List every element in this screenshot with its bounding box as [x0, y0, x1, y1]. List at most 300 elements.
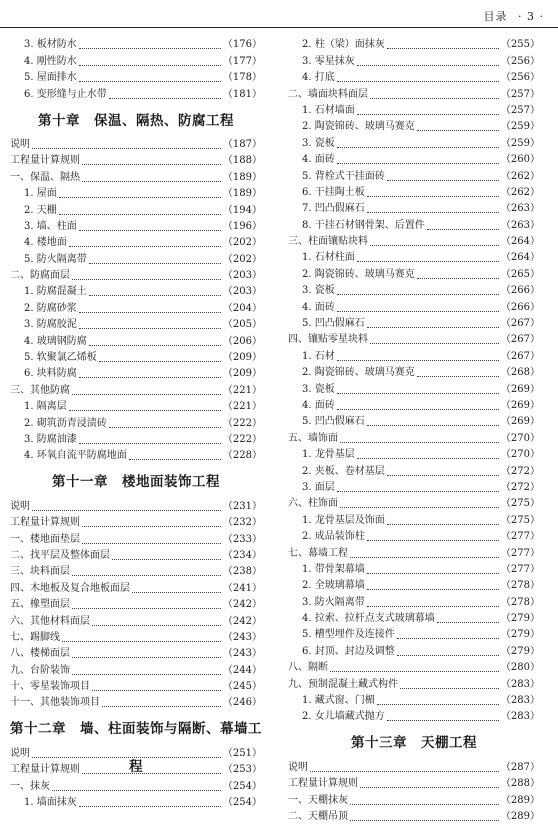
- toc-entry[interactable]: [288, 544, 540, 560]
- toc-entry[interactable]: [10, 530, 262, 546]
- leader-dots: [337, 162, 499, 164]
- chapter-title: 天棚工程: [421, 735, 477, 752]
- toc-entry-label: 十一、其他装饰项目: [10, 697, 100, 709]
- chapter-heading: [10, 102, 262, 136]
- leader-dots: [367, 424, 499, 426]
- toc-entry-label: 7. 凹凸假麻石: [302, 203, 365, 215]
- toc-entry[interactable]: [288, 791, 540, 807]
- toc-entry-page: （251）: [222, 747, 262, 759]
- toc-entry-page: （177）: [222, 55, 262, 67]
- toc-left-column: [10, 36, 262, 810]
- toc-entry-page: （204）: [222, 302, 262, 314]
- leader-dots: [82, 542, 221, 544]
- toc-entry-label: 2. 全玻璃幕墙: [302, 580, 365, 592]
- toc-entry-label: 四、木地板及复合地板面层: [10, 582, 130, 594]
- toc-entry[interactable]: [10, 661, 262, 677]
- toc-entry-label: 八、楼梯面层: [10, 648, 70, 660]
- toc-entry-label: 九、台阶装饰: [10, 664, 70, 676]
- leader-dots: [367, 195, 499, 197]
- leader-dots: [69, 245, 221, 247]
- toc-entry-label: 1. 石材柱面: [302, 252, 355, 264]
- toc-entry[interactable]: [10, 69, 262, 85]
- toc-entry[interactable]: [288, 708, 540, 724]
- toc-entry[interactable]: [10, 381, 262, 397]
- toc-entry-page: （206）: [222, 335, 262, 347]
- toc-entry-label: 3. 防腐油漆: [24, 433, 77, 445]
- leader-dots: [82, 772, 221, 774]
- leader-dots: [367, 326, 499, 328]
- toc-entry-page: （283）: [500, 678, 540, 690]
- toc-entry[interactable]: [288, 200, 540, 216]
- toc-entry-label: 5. 软聚氯乙烯板: [24, 352, 97, 364]
- toc-entry-label: 2. 成品装饰柱: [302, 531, 365, 543]
- toc-entry[interactable]: [10, 365, 262, 381]
- toc-entry[interactable]: [288, 102, 540, 118]
- toc-entry[interactable]: [288, 511, 540, 527]
- toc-entry-page: （268）: [500, 367, 540, 379]
- toc-entry[interactable]: [10, 645, 262, 661]
- toc-entry-label: 1. 防腐混凝土: [24, 286, 87, 298]
- toc-entry[interactable]: [288, 808, 540, 824]
- toc-entry-label: 3. 瓷板: [302, 285, 335, 297]
- leader-dots: [350, 803, 499, 805]
- toc-entry[interactable]: [10, 694, 262, 710]
- toc-entry-page: （221）: [222, 401, 262, 413]
- toc-entry-page: （269）: [500, 416, 540, 428]
- leader-dots: [82, 525, 221, 527]
- leader-dots: [417, 375, 499, 377]
- toc-entry-label: 4. 环氧自流平防腐地面: [24, 450, 127, 462]
- leader-dots: [62, 640, 221, 642]
- toc-entry-label: 6. 封顶、封边及调整: [302, 645, 395, 657]
- leader-dots: [387, 474, 499, 476]
- toc-entry-label: 1. 带骨架幕墙: [302, 563, 365, 575]
- header-rule: [0, 27, 558, 28]
- toc-entry-page: （269）: [500, 399, 540, 411]
- toc-entry-label: 6. 干挂陶土板: [302, 186, 365, 198]
- leader-dots: [387, 179, 499, 181]
- page-header: [478, 8, 545, 24]
- toc-entry-label: 三、块料面层: [10, 566, 70, 578]
- toc-entry-page: （265）: [500, 268, 540, 280]
- toc-entry-label: 3. 防火隔离带: [302, 596, 365, 608]
- toc-entry-page: （263）: [500, 219, 540, 231]
- toc-entry-label: 5. 凹凸假麻石: [302, 416, 365, 428]
- leader-dots: [337, 146, 499, 148]
- toc-entry-label: 4. 拉索、拉杆点支式玻璃幕墙: [302, 613, 435, 625]
- leader-dots: [72, 393, 221, 395]
- toc-entry-page: （263）: [500, 203, 540, 215]
- toc-entry[interactable]: [10, 250, 262, 266]
- toc-entry[interactable]: [288, 52, 540, 68]
- toc-entry-label: 2. 陶瓷锦砖、玻璃马赛克: [302, 367, 415, 379]
- toc-entry-label: 说明: [288, 761, 308, 773]
- toc-entry-page: （243）: [222, 631, 262, 643]
- toc-entry-label: 4. 面砖: [302, 399, 335, 411]
- toc-entry[interactable]: [10, 514, 262, 530]
- toc-entry-page: （289）: [500, 794, 540, 806]
- toc-entry-page: （254）: [222, 797, 262, 809]
- toc-entry[interactable]: [288, 446, 540, 462]
- toc-entry[interactable]: [10, 579, 262, 595]
- toc-entry-page: （275）: [500, 514, 540, 526]
- toc-entry[interactable]: [288, 577, 540, 593]
- leader-dots: [79, 327, 221, 329]
- toc-entry[interactable]: [10, 678, 262, 694]
- toc-entry[interactable]: [10, 218, 262, 234]
- toc-entry-label: 二、墙面块料面层: [288, 88, 368, 100]
- toc-entry-page: （242）: [222, 599, 262, 611]
- toc-entry-label: 九、预制混凝土藏式构件: [288, 678, 398, 690]
- toc-entry-label: 1. 墙面抹灰: [24, 797, 77, 809]
- toc-entry-page: （257）: [500, 88, 540, 100]
- header-page-number: · 3 ·: [518, 10, 544, 23]
- toc-entry-label: 一、抹灰: [10, 780, 50, 792]
- toc-entry[interactable]: [10, 267, 262, 283]
- toc-entry[interactable]: [10, 332, 262, 348]
- leader-dots: [397, 637, 499, 639]
- toc-entry-page: （260）: [500, 154, 540, 166]
- toc-entry-label: 1. 龙骨基层及饰面: [302, 514, 385, 526]
- toc-entry[interactable]: [288, 265, 540, 281]
- toc-entry[interactable]: [288, 593, 540, 609]
- toc-entry-label: 4. 玻璃钢防腐: [24, 335, 87, 347]
- chapter-number: 第十二章: [10, 721, 66, 738]
- leader-dots: [340, 506, 499, 508]
- toc-entry-page: （267）: [500, 318, 540, 330]
- toc-entry[interactable]: [10, 283, 262, 299]
- leader-dots: [132, 591, 221, 593]
- toc-entry-page: （277）: [500, 531, 540, 543]
- leader-dots: [32, 509, 221, 511]
- toc-entry-page: （288）: [500, 778, 540, 790]
- toc-entry-page: （233）: [222, 533, 262, 545]
- toc-entry-label: 二、防腐面层: [10, 270, 70, 282]
- toc-entry-label: 2. 女儿墙藏式抛方: [302, 711, 385, 723]
- toc-entry[interactable]: [288, 380, 540, 396]
- toc-entry-page: （256）: [500, 72, 540, 84]
- toc-entry-page: （202）: [222, 237, 262, 249]
- toc-entry[interactable]: [10, 36, 262, 52]
- toc-entry-label: 说明: [10, 747, 30, 759]
- toc-entry-page: （272）: [500, 465, 540, 477]
- toc-entry-label: 3. 瓷板: [302, 137, 335, 149]
- toc-entry[interactable]: [10, 201, 262, 217]
- toc-entry[interactable]: [288, 184, 540, 200]
- toc-entry-page: （267）: [500, 350, 540, 362]
- toc-entry[interactable]: [288, 134, 540, 150]
- toc-entry[interactable]: [10, 612, 262, 628]
- toc-entry-page: （221）: [222, 384, 262, 396]
- leader-dots: [109, 97, 221, 99]
- toc-entry-page: （189）: [222, 171, 262, 183]
- leader-dots: [82, 180, 221, 182]
- toc-entry[interactable]: [10, 497, 262, 513]
- toc-entry-label: 4. 楼地面: [24, 237, 67, 249]
- toc-entry[interactable]: [10, 185, 262, 201]
- toc-entry-label: 说明: [10, 500, 30, 512]
- toc-entry[interactable]: [288, 429, 540, 445]
- toc-right-column: [288, 36, 540, 824]
- toc-entry[interactable]: [288, 167, 540, 183]
- toc-entry-label: 三、柱面镶贴块料: [288, 236, 368, 248]
- toc-entry-label: 六、柱饰面: [288, 498, 338, 510]
- toc-entry[interactable]: [288, 561, 540, 577]
- toc-entry[interactable]: [10, 299, 262, 315]
- toc-entry[interactable]: [10, 629, 262, 645]
- leader-dots: [337, 408, 499, 410]
- leader-dots: [350, 556, 499, 558]
- leader-dots: [367, 572, 499, 574]
- toc-entry[interactable]: [288, 118, 540, 134]
- toc-entry-page: （280）: [500, 662, 540, 674]
- toc-entry-page: （266）: [500, 285, 540, 297]
- toc-entry-page: （176）: [222, 39, 262, 51]
- toc-entry-label: 4. 打底: [302, 72, 335, 84]
- toc-entry[interactable]: [288, 462, 540, 478]
- toc-entry[interactable]: [288, 364, 540, 380]
- toc-entry-page: （270）: [500, 432, 540, 444]
- toc-entry-page: （228）: [222, 450, 262, 462]
- toc-entry-page: （266）: [500, 301, 540, 313]
- toc-entry-label: 1. 隔离层: [24, 401, 67, 413]
- toc-entry-page: （209）: [222, 352, 262, 364]
- toc-entry-label: 6. 块料防腐: [24, 368, 77, 380]
- leader-dots: [89, 344, 221, 346]
- toc-entry-page: （238）: [222, 566, 262, 578]
- toc-entry[interactable]: [10, 794, 262, 810]
- leader-dots: [337, 293, 499, 295]
- toc-entry[interactable]: [288, 659, 540, 675]
- leader-dots: [79, 80, 221, 82]
- toc-entry-page: （178）: [222, 72, 262, 84]
- leader-dots: [387, 523, 499, 525]
- leader-dots: [357, 457, 499, 459]
- leader-dots: [72, 607, 221, 609]
- toc-entry-page: （283）: [500, 711, 540, 723]
- toc-entry[interactable]: [10, 52, 262, 68]
- toc-entry-page: （278）: [500, 596, 540, 608]
- toc-entry-page: （189）: [222, 188, 262, 200]
- toc-entry-page: （262）: [500, 186, 540, 198]
- toc-entry-page: （209）: [222, 368, 262, 380]
- toc-entry-page: （188）: [222, 155, 262, 167]
- toc-entry-page: （262）: [500, 170, 540, 182]
- toc-entry-label: 三、其他防腐: [10, 384, 70, 396]
- leader-dots: [310, 770, 499, 772]
- toc-entry[interactable]: [288, 692, 540, 708]
- toc-entry-label: 工程量计算规则: [288, 778, 358, 790]
- toc-entry-label: 工程量计算规则: [10, 155, 80, 167]
- toc-entry[interactable]: [288, 331, 540, 347]
- toc-entry[interactable]: [288, 151, 540, 167]
- leader-dots: [72, 656, 221, 658]
- leader-dots: [32, 147, 221, 149]
- toc-entry-label: 2. 陶瓷锦砖、玻璃马赛克: [302, 268, 415, 280]
- leader-dots: [337, 490, 499, 492]
- toc-entry-page: （277）: [500, 547, 540, 559]
- toc-entry[interactable]: [10, 136, 262, 152]
- toc-entry[interactable]: [10, 152, 262, 168]
- toc-entry-label: 3. 板材防水: [24, 39, 77, 51]
- toc-entry[interactable]: [288, 495, 540, 511]
- toc-entry[interactable]: [10, 349, 262, 365]
- leader-dots: [102, 705, 221, 707]
- toc-entry-page: （279）: [500, 645, 540, 657]
- toc-entry-label: 七、踢脚线: [10, 631, 60, 643]
- leader-dots: [357, 260, 499, 262]
- toc-entry[interactable]: [288, 69, 540, 85]
- toc-entry-label: 二、天棚吊顶: [288, 810, 348, 822]
- leader-dots: [79, 64, 221, 66]
- toc-entry-page: （269）: [500, 383, 540, 395]
- toc-entry-page: （242）: [222, 615, 262, 627]
- toc-entry[interactable]: [10, 398, 262, 414]
- toc-entry-page: （194）: [222, 204, 262, 216]
- leader-dots: [79, 442, 221, 444]
- leader-dots: [377, 703, 499, 705]
- leader-dots: [92, 624, 221, 626]
- toc-entry-label: 3. 零星抹灰: [302, 55, 355, 67]
- leader-dots: [79, 311, 221, 313]
- toc-entry-label: 3. 瓷板: [302, 383, 335, 395]
- leader-dots: [367, 588, 499, 590]
- toc-entry[interactable]: [288, 347, 540, 363]
- toc-entry-page: （196）: [222, 220, 262, 232]
- toc-entry-page: （275）: [500, 498, 540, 510]
- chapter-number: 第十一章: [52, 474, 108, 491]
- chapter-heading: [10, 463, 262, 497]
- toc-entry[interactable]: [10, 234, 262, 250]
- toc-entry-page: （234）: [222, 549, 262, 561]
- toc-entry[interactable]: [288, 675, 540, 691]
- leader-dots: [89, 294, 221, 296]
- toc-entry[interactable]: [10, 431, 262, 447]
- toc-entry-label: 工程量计算规则: [10, 517, 80, 529]
- toc-entry-page: （259）: [500, 137, 540, 149]
- toc-entry[interactable]: [288, 249, 540, 265]
- toc-entry-label: 1. 藏式窗、门楣: [302, 695, 375, 707]
- toc-entry-page: （257）: [500, 104, 540, 116]
- toc-entry-label: 2. 陶瓷锦砖、玻璃马赛克: [302, 121, 415, 133]
- leader-dots: [437, 621, 499, 623]
- toc-entry[interactable]: [288, 775, 540, 791]
- leader-dots: [330, 670, 499, 672]
- leader-dots: [417, 277, 499, 279]
- toc-entry[interactable]: [10, 547, 262, 563]
- toc-entry[interactable]: [288, 298, 540, 314]
- leader-dots: [112, 558, 221, 560]
- toc-entry-page: （253）: [222, 764, 262, 776]
- toc-entry-page: （278）: [500, 580, 540, 592]
- toc-entry-page: （246）: [222, 697, 262, 709]
- toc-entry-page: （267）: [500, 334, 540, 346]
- leader-dots: [367, 211, 499, 213]
- toc-entry-label: 2. 防腐砂浆: [24, 302, 77, 314]
- toc-entry[interactable]: [288, 642, 540, 658]
- toc-entry-label: 二、找平层及整体面层: [10, 549, 110, 561]
- toc-entry[interactable]: [288, 85, 540, 101]
- toc-entry-label: 4. 刚性防水: [24, 55, 77, 67]
- leader-dots: [367, 605, 499, 607]
- toc-entry[interactable]: [288, 528, 540, 544]
- toc-entry[interactable]: [288, 758, 540, 774]
- toc-entry-label: 五、橡塑面层: [10, 599, 70, 611]
- leader-dots: [340, 441, 499, 443]
- leader-dots: [400, 687, 499, 689]
- toc-entry[interactable]: [288, 479, 540, 495]
- toc-entry-label: 说明: [10, 138, 30, 150]
- toc-entry-page: （255）: [500, 39, 540, 51]
- toc-entry[interactable]: [288, 626, 540, 642]
- toc-entry-page: （203）: [222, 270, 262, 282]
- leader-dots: [397, 654, 499, 656]
- toc-entry-page: （283）: [500, 695, 540, 707]
- leader-dots: [109, 426, 221, 428]
- toc-entry-page: （264）: [500, 252, 540, 264]
- leader-dots: [337, 359, 499, 361]
- toc-entry[interactable]: [288, 36, 540, 52]
- chapter-number: 第十三章: [351, 735, 407, 752]
- toc-entry-page: （254）: [222, 780, 262, 792]
- toc-entry-page: （270）: [500, 449, 540, 461]
- toc-entry-page: （279）: [500, 613, 540, 625]
- leader-dots: [79, 47, 221, 49]
- toc-entry-page: （289）: [500, 810, 540, 822]
- toc-entry[interactable]: [288, 282, 540, 298]
- toc-entry[interactable]: [10, 414, 262, 430]
- toc-entry[interactable]: [10, 596, 262, 612]
- toc-entry-label: 5. 槽型埋件及连接件: [302, 629, 395, 641]
- toc-entry-label: 3. 防腐胶泥: [24, 319, 77, 331]
- toc-entry-label: 工程量计算规则: [10, 764, 80, 776]
- toc-entry[interactable]: [288, 233, 540, 249]
- leader-dots: [417, 129, 499, 131]
- toc-entry[interactable]: [10, 563, 262, 579]
- leader-dots: [387, 719, 499, 721]
- leader-dots: [99, 360, 221, 362]
- leader-dots: [370, 97, 499, 99]
- toc-entry-page: （222）: [222, 433, 262, 445]
- toc-entry[interactable]: [10, 316, 262, 332]
- toc-entry[interactable]: [10, 168, 262, 184]
- toc-entry-page: （245）: [222, 681, 262, 693]
- leader-dots: [350, 819, 499, 821]
- toc-entry[interactable]: [10, 85, 262, 101]
- toc-entry-label: 8. 干挂石材钢骨架、后置件: [302, 219, 425, 231]
- toc-entry-label: 十、零星装饰项目: [10, 681, 90, 693]
- toc-entry[interactable]: [10, 447, 262, 463]
- toc-entry-page: （202）: [222, 253, 262, 265]
- toc-entry[interactable]: [288, 413, 540, 429]
- toc-entry-label: 2. 天棚: [24, 204, 57, 216]
- leader-dots: [79, 376, 221, 378]
- leader-dots: [370, 244, 499, 246]
- leader-dots: [72, 278, 221, 280]
- toc-entry-label: 1. 石材: [302, 350, 335, 362]
- toc-entry-page: （232）: [222, 517, 262, 529]
- toc-entry[interactable]: [288, 397, 540, 413]
- toc-entry-page: （256）: [500, 55, 540, 67]
- toc-entry[interactable]: [288, 315, 540, 331]
- leader-dots: [367, 539, 499, 541]
- toc-entry-label: 1. 屋面: [24, 188, 57, 200]
- toc-entry[interactable]: [288, 216, 540, 232]
- toc-entry[interactable]: [288, 610, 540, 626]
- leader-dots: [337, 392, 499, 394]
- toc-entry-page: （287）: [500, 761, 540, 773]
- toc-entry-label: 一、楼地面垫层: [10, 533, 80, 545]
